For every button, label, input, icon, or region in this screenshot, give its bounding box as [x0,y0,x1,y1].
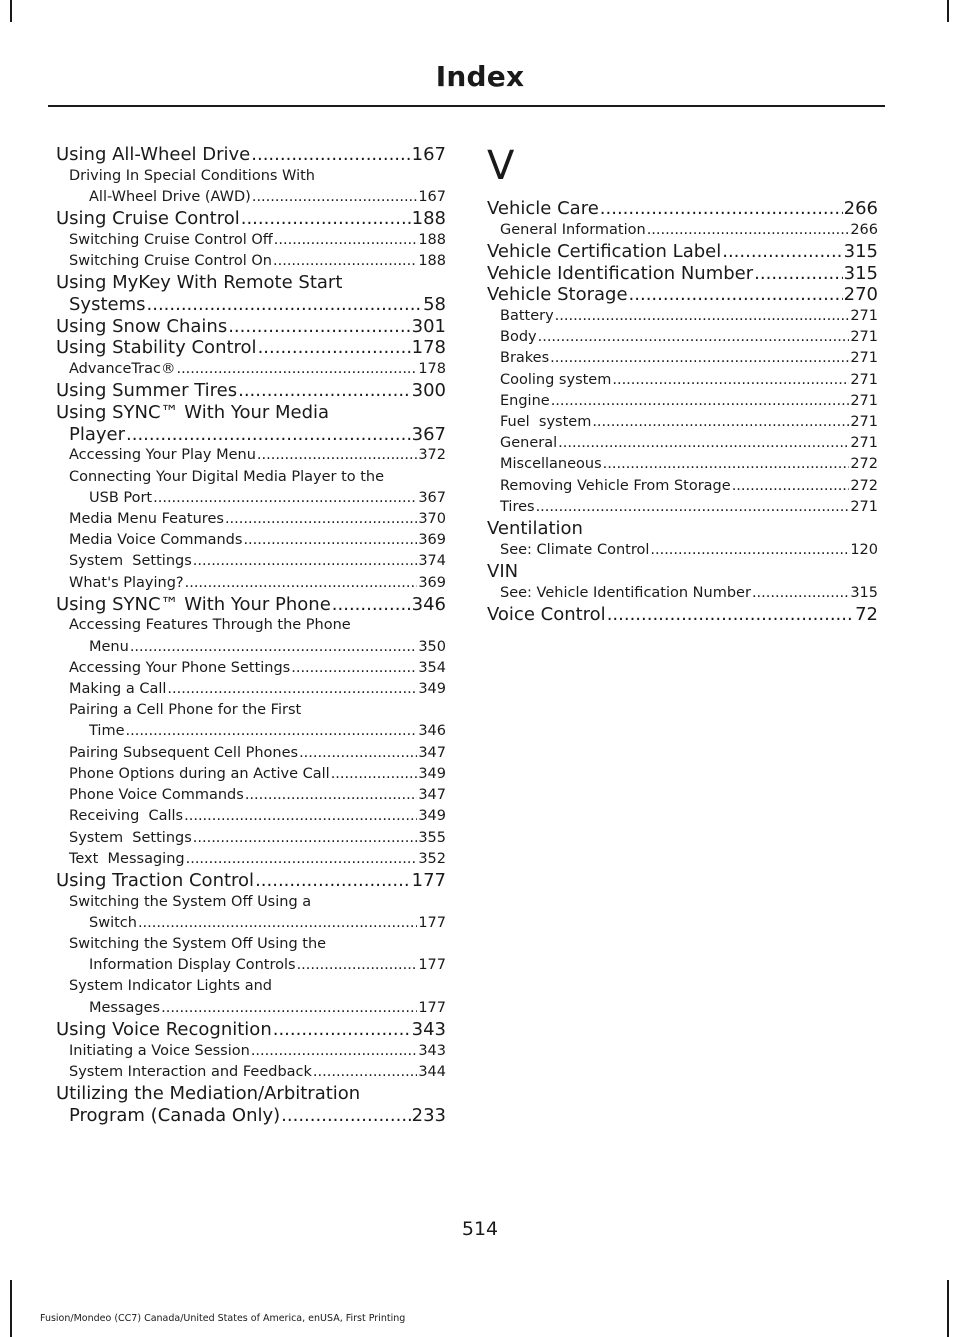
index-subentry [487,540,878,561]
entry-text: Player [69,423,126,445]
entry-row [56,1019,446,1041]
entry-page-number: 271 [850,392,878,409]
dot-leader [650,540,849,561]
dot-leader [752,583,849,604]
entry-page-number: 167 [411,144,446,165]
dot-leader [558,433,849,454]
index-subentry [487,220,878,241]
entry-text: Using Cruise Control [56,208,240,230]
index-entry [56,594,446,616]
dot-leader [176,359,417,380]
entry-text: Switch [89,914,137,931]
index-subentry [56,934,446,976]
entry-page-number: 188 [418,231,446,248]
entry-row [56,208,446,230]
entry-text: Text Messaging [69,850,185,867]
index-subentry [487,497,878,518]
entry-page-number: 370 [418,510,446,527]
dot-leader [538,327,850,348]
entry-row [69,764,446,785]
entry-text: Vehicle Identification Number [487,262,754,284]
page-number: 514 [461,1218,499,1240]
entry-text: Using MyKey With Remote Start [56,272,343,294]
dot-leader [592,412,849,433]
entry-text: General Information [500,221,646,238]
index-subentry [56,764,446,785]
index-entry [487,263,878,285]
dot-leader [251,144,410,166]
index-subentry [487,454,878,475]
index-column-left [56,144,446,1126]
entry-text: Miscellaneous [500,456,602,473]
entry-row [56,316,446,338]
index-column-right [487,144,878,626]
dot-leader [126,721,418,742]
entry-row [69,743,446,764]
entry-row [56,1105,446,1127]
index-entry [487,561,878,583]
index-subentry [56,806,446,827]
index-entry [56,337,446,359]
index-entries-right [487,198,878,626]
entry-text: Body [500,329,537,346]
entry-row [487,263,878,285]
index-entry [487,604,878,626]
entry-page-number: 367 [411,423,446,445]
entry-page-number: 349 [418,808,446,825]
entry-page-number: 369 [418,532,446,549]
entry-page-number: 271 [850,350,878,367]
entry-row [56,144,446,166]
index-entry [487,241,878,263]
entry-row [69,679,446,700]
entry-row [69,1041,446,1062]
entry-text: Switching Cruise Control On [69,253,272,270]
entry-text: Using Summer Tires [56,380,238,402]
entry-page-number: 372 [418,447,446,464]
dot-leader [647,220,850,241]
entry-page-number: 270 [843,284,878,306]
dot-leader [722,241,842,263]
dot-leader [228,316,410,338]
index-subentry [56,530,446,551]
index-subentry [56,1041,446,1062]
entry-page-number: 177 [411,869,446,891]
entry-row [69,187,446,208]
index-subentry [487,412,878,433]
index-subentry [56,976,446,1018]
entry-page-number: 367 [418,489,446,506]
entry-page-number: 347 [418,744,446,761]
crop-mark-bottom-right [947,1280,949,1337]
index-entry [56,1083,446,1126]
entry-text: See: Vehicle Identification Number [500,584,751,601]
entry-page-number: 272 [850,456,878,473]
index-subentry [487,433,878,454]
entry-text: Information Display Controls [89,957,296,974]
dot-leader [252,187,417,208]
entry-row [69,828,446,849]
entry-text: Cooling system [500,371,612,388]
entry-text: USB Port [89,489,153,506]
dot-leader [258,337,411,359]
entry-page-number: 315 [843,240,878,262]
entry-text: Time [89,723,125,740]
entry-page-number: 72 [855,603,878,625]
entry-text: All-Wheel Drive (AWD) [89,188,251,205]
dot-leader [138,913,417,934]
entry-text: General [500,435,558,452]
entry-row [500,433,878,454]
index-subentry [56,509,446,530]
dot-leader [251,1041,417,1062]
dot-leader [281,1105,410,1127]
entry-text: Battery [500,308,554,325]
entry-page-number: 271 [850,498,878,515]
entry-text: Media Menu Features [69,510,224,527]
entry-page-number: 352 [418,850,446,867]
entry-page-number: 346 [418,723,446,740]
entry-row [500,454,878,475]
footer-printing-info: Fusion/Mondeo (CC7) Canada/United States of America, enUSA, First Printing [40,1313,406,1324]
entry-page-number: 355 [418,829,446,846]
entry-text: Using SYNC™ With Your Phone [56,593,331,615]
entry-page-number: 344 [418,1063,446,1080]
entry-page-number: 349 [418,681,446,698]
entry-page-number: 346 [411,593,446,615]
entry-text: Connecting Your Digital Media Player to the [69,468,385,485]
entry-text: Removing Vehicle From Storage [500,477,731,494]
index-subentry [56,828,446,849]
dot-leader [255,870,411,892]
dot-leader [153,488,417,509]
entry-page-number: 315 [850,584,878,601]
entry-page-number: 347 [418,787,446,804]
dot-leader [291,658,417,679]
entry-row [500,540,878,561]
index-subentry [56,359,446,380]
entry-text: Making a Call [69,681,167,698]
entry-page-number: 354 [418,659,446,676]
index-subentry [56,785,446,806]
entry-text: Vehicle Care [487,198,599,219]
entry-row [69,913,446,934]
dot-leader [299,743,417,764]
entry-page-number: 120 [850,541,878,558]
entry-text: Pairing Subsequent Cell Phones [69,744,299,761]
entry-text: Program (Canada Only) [69,1104,281,1126]
index-subentry [56,679,446,700]
entry-page-number: 178 [411,337,446,359]
entry-row [56,380,446,402]
dot-leader [754,263,842,285]
dot-leader [607,604,854,626]
entry-row [69,488,446,509]
entry-row [500,306,878,327]
entry-row [56,870,446,892]
entry-page-number: 343 [418,1042,446,1059]
index-subentry [56,230,446,251]
entry-row [69,637,446,658]
entry-row [56,294,446,316]
entry-text: VIN [487,560,519,582]
entry-text: System Indicator Lights and [69,978,272,995]
entry-text: Menu [89,638,129,655]
entry-text: Messages [89,999,161,1016]
entry-row [500,476,878,497]
entry-text: See: Climate Control [500,541,650,558]
entry-page-number: 272 [850,477,878,494]
entry-page-number: 300 [411,380,446,402]
page-title: Index [435,60,525,93]
crop-mark-bottom-left [10,1280,12,1337]
dot-leader [130,637,418,658]
entry-text: Accessing Your Play Menu [69,447,256,464]
dot-leader [332,594,411,616]
entry-row [69,573,446,594]
entry-row [69,230,446,251]
entry-row [69,509,446,530]
entry-page-number: 58 [423,293,446,315]
dot-leader [297,955,418,976]
entry-row [69,955,446,976]
entry-row [500,583,878,604]
index-subentry [56,445,446,466]
crop-mark-top-right [947,0,949,22]
entry-text: Switching the System Off Using the [69,936,327,953]
entry-text: Voice Control [487,603,606,625]
dot-leader [185,573,418,594]
entry-page-number: 374 [418,553,446,570]
entry-row [69,658,446,679]
entry-text: Ventilation [487,518,583,540]
entry-row [69,998,446,1019]
index-subentry [487,327,878,348]
dot-leader [603,454,850,475]
dot-leader [238,380,411,402]
index-entry [56,316,446,338]
entry-text: Using SYNC™ With Your Media [56,401,330,423]
index-entry [56,1019,446,1041]
dot-leader [550,348,849,369]
entry-row [56,424,446,446]
index-entry [56,208,446,230]
entry-row [487,518,878,540]
dot-leader [161,998,417,1019]
index-subentry [56,573,446,594]
entry-page-number: 188 [418,253,446,270]
entry-row [69,551,446,572]
entry-page-number: 266 [850,221,878,238]
entry-page-number: 167 [418,188,446,205]
entry-text: Using All-Wheel Drive [56,144,251,165]
entry-page-number: 266 [843,198,878,219]
dot-leader [555,306,850,327]
entry-row [500,370,878,391]
entry-text: Using Snow Chains [56,315,228,337]
entry-row [500,220,878,241]
dot-leader [241,208,411,230]
entry-row [69,1062,446,1083]
entry-text: Fuel system [500,414,592,431]
entry-text: System Settings [69,553,192,570]
index-subentry [56,551,446,572]
entry-text: Brakes [500,350,550,367]
entry-page-number: 315 [843,262,878,284]
index-entry [487,198,878,220]
title-divider [48,105,885,107]
entry-row [56,594,446,616]
index-subentry [487,306,878,327]
entry-row [56,337,446,359]
entry-text: System Settings [69,829,192,846]
dot-leader [193,828,418,849]
entry-page-number: 349 [418,765,446,782]
index-entry [487,284,878,306]
dot-leader [273,1019,411,1041]
index-subentry [487,391,878,412]
entry-page-number: 178 [418,361,446,378]
index-entry [56,272,446,315]
dot-leader [600,198,843,220]
index-subentry [56,892,446,934]
entry-row [500,348,878,369]
entry-page-number: 177 [418,914,446,931]
entry-text: Switching the System Off Using a [69,893,312,910]
entry-text: Receiving Calls [69,808,184,825]
section-letter: V [487,143,515,189]
entry-text: Phone Voice Commands [69,787,244,804]
entry-text: Tires [500,498,535,515]
entry-row [69,530,446,551]
dot-leader [313,1062,417,1083]
index-subentry [56,743,446,764]
entry-row [500,497,878,518]
entry-text: Using Stability Control [56,337,257,359]
dot-leader [257,445,417,466]
entry-page-number: 301 [411,315,446,337]
index-subentry [56,658,446,679]
entry-page-number: 177 [418,999,446,1016]
dot-leader [732,476,850,497]
entry-row [487,561,878,583]
index-entry [487,518,878,540]
index-subentry [56,1062,446,1083]
entry-page-number: 271 [850,308,878,325]
index-subentry [56,251,446,272]
entry-text: Vehicle Certification Label [487,240,722,262]
entry-text: Accessing Features Through the Phone [69,617,351,634]
index-subentry [56,700,446,742]
entry-page-number: 177 [418,957,446,974]
entry-text: Driving In Special Conditions With [69,167,315,184]
entry-row [69,721,446,742]
dot-leader [273,251,417,272]
dot-leader [184,806,417,827]
entry-page-number: 343 [411,1018,446,1040]
entry-row [69,251,446,272]
dot-leader [167,679,417,700]
index-subentry [487,370,878,391]
index-entry [56,402,446,445]
entry-row [487,604,878,626]
dot-leader [186,849,418,870]
dot-leader [225,509,417,530]
index-entry [56,144,446,166]
dot-leader [243,530,417,551]
dot-leader [274,230,418,251]
entry-row [487,284,878,306]
index-subentry [56,467,446,509]
entry-text: System Interaction and Feedback [69,1063,312,1080]
dot-leader [331,764,418,785]
index-subentry [487,348,878,369]
entry-row [487,198,878,220]
entry-row [69,359,446,380]
dot-leader [612,370,849,391]
dot-leader [126,424,411,446]
entry-row [487,241,878,263]
entry-text: Initiating a Voice Session [69,1042,250,1059]
dot-leader [193,551,418,572]
entry-text: Accessing Your Phone Settings [69,659,291,676]
crop-mark-top-left [10,0,12,22]
index-subentry [487,583,878,604]
index-subentry [487,476,878,497]
entry-page-number: 350 [418,638,446,655]
entry-row [500,391,878,412]
entry-text: Engine [500,392,550,409]
entry-text: Pairing a Cell Phone for the First [69,702,302,719]
dot-leader [551,391,850,412]
index-subentry [56,166,446,208]
entry-text: Systems [69,293,146,315]
entry-text: What's Playing? [69,574,184,591]
entry-page-number: 271 [850,435,878,452]
index-subentry [56,615,446,657]
entry-row [69,785,446,806]
entry-text: Using Traction Control [56,869,255,891]
entry-text: Using Voice Recognition [56,1018,272,1040]
entry-text: Vehicle Storage [487,284,628,306]
entry-page-number: 271 [850,329,878,346]
entry-text: Utilizing the Mediation/Arbitration [56,1082,361,1104]
entry-page-number: 271 [850,371,878,388]
entry-text: Phone Options during an Active Call [69,765,330,782]
entry-text: Media Voice Commands [69,532,243,549]
entry-row [500,327,878,348]
entry-page-number: 188 [411,208,446,230]
entry-row [500,412,878,433]
index-subentry [56,849,446,870]
entry-row [69,849,446,870]
entry-text: AdvanceTrac® [69,361,176,378]
index-entry [56,380,446,402]
entry-row [69,445,446,466]
entry-page-number: 369 [418,574,446,591]
index-entry [56,870,446,892]
entry-page-number: 271 [850,414,878,431]
dot-leader [245,785,418,806]
dot-leader [536,497,850,518]
dot-leader [147,294,423,316]
entry-row [69,806,446,827]
dot-leader [629,284,843,306]
entry-text: Switching Cruise Control Off [69,231,273,248]
entry-page-number: 233 [411,1104,446,1126]
